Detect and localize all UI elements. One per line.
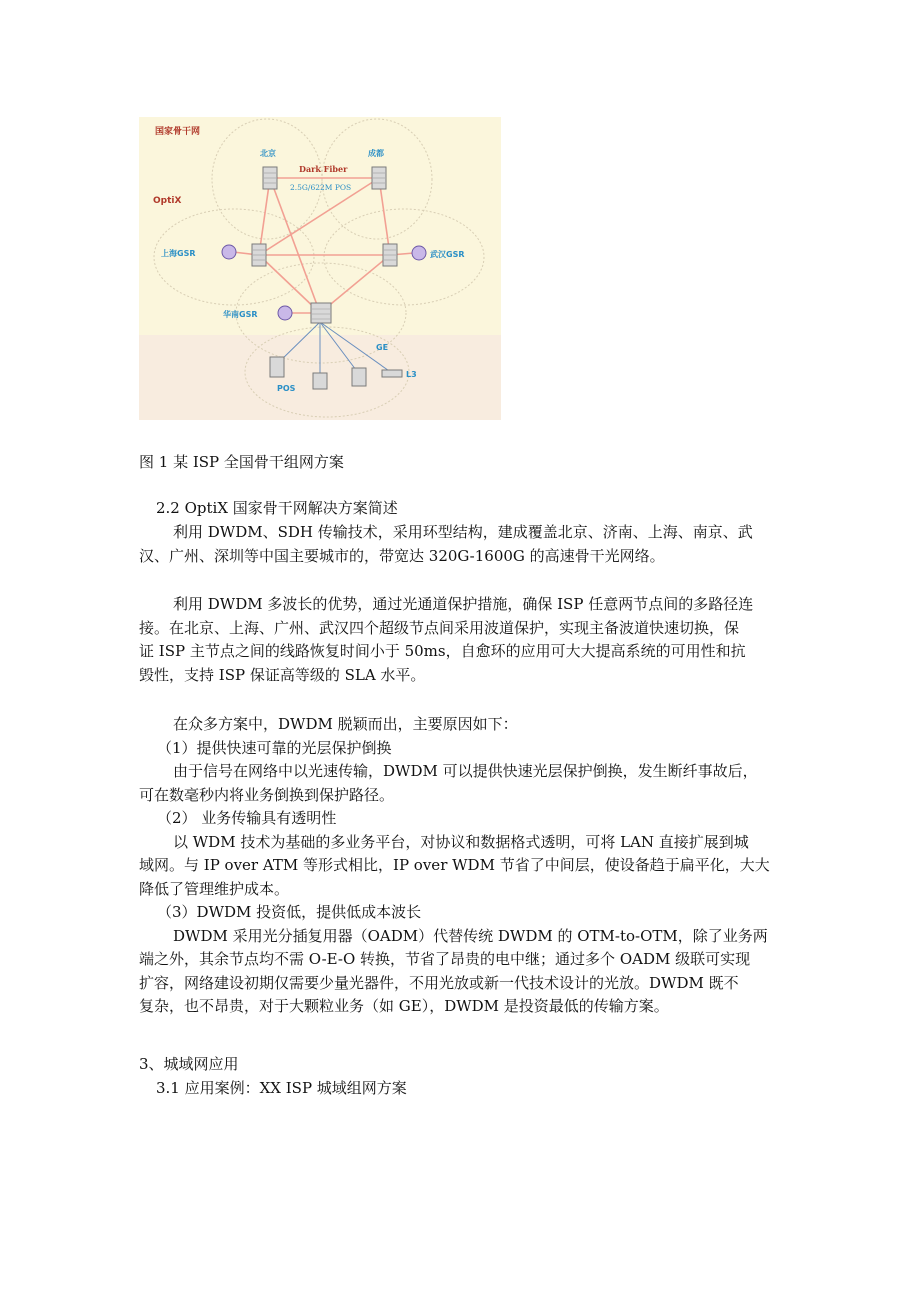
diagram-top-background: [139, 117, 501, 335]
huanan-gsr-label: 华南GSR: [223, 310, 258, 319]
pos-device-1: [270, 357, 284, 377]
reason-2-line: 降低了管理维护成本。: [139, 879, 290, 898]
reason-1-line: 由于信号在网络中以光速传输，DWDM 可以提供快速光层保护倒换，发生断纤事故后，: [173, 762, 758, 780]
reason-3-line: 端之外，其余节点均不需 O-E-O 转换，节省了昂贵的电中继；通过多个 OADM 级联可实现: [139, 950, 751, 968]
paragraph-2-line: 接。在北京、上海、广州、武汉四个超级节点间采用波道保护，实现主备波道快速切换，保: [139, 618, 740, 637]
reason-2-line: 以 WDM 技术为基础的多业务平台，对协议和数据格式透明，可将 LAN 直接扩展到城: [173, 832, 749, 851]
dark-fiber-label: Dark Fiber: [299, 164, 348, 174]
paragraph-1-line: 利用 DWDM、SDH 传输技术，采用环型结构，建成覆盖北京、济南、上海、南京、武: [173, 523, 753, 541]
paragraph-2: [139, 593, 789, 687]
wuhan-gsr-icon: [412, 246, 426, 260]
pos-label: POS: [277, 384, 296, 393]
l3-device: [382, 370, 402, 377]
section-3-1-heading: 3.1 应用案例：XX ISP 城域组网方案: [156, 1079, 407, 1097]
reason-3-line: DWDM 采用光分插复用器（OADM）代替传统 DWDM 的 OTM-to-OTM，除了业务两: [173, 926, 768, 945]
pos-device-2: [313, 373, 327, 389]
paragraph-2-line: 证 ISP 主节点之间的线路恢复时间小于 50ms，自愈环的应用可大大提高系统的可用性和抗: [139, 642, 746, 660]
paragraph-1-line: 汉、广州、深圳等中国主要城市的，带宽达 320G-1600G 的高速骨干光网络。: [139, 546, 665, 565]
link-rate-label: 2.5G/622M POS: [290, 183, 352, 192]
reason-1-title: （1）提供快速可靠的光层保护倒换: [157, 738, 392, 757]
vendor-label: OptiX: [153, 196, 182, 206]
figure-caption: 图 1 某 ISP 全国骨干组网方案: [139, 453, 344, 471]
huanan-router: [311, 303, 331, 323]
paragraph-2-line: 利用 DWDM 多波长的优势，通过光通道保护措施，确保 ISP 任意两节点间的多路径连: [173, 595, 754, 613]
shanghai-gsr-label: 上海GSR: [161, 249, 196, 258]
reason-1-line: 可在数毫秒内将业务倒换到保护路径。: [139, 785, 395, 804]
reasons-block: [139, 713, 789, 1019]
pos-device-3: [352, 368, 366, 386]
reason-2-line: 域网。与 IP over ATM 等形式相比，IP over WDM 节省了中间层，使设备趋于扁平化，大大: [139, 856, 770, 874]
reasons-intro: 在众多方案中，DWDM 脱颖而出，主要原因如下：: [173, 715, 518, 733]
wuhan-gsr-label: 武汉GSR: [430, 250, 465, 259]
ge-label: GE: [376, 343, 389, 352]
reason-3-title: （3）DWDM 投资低，提供低成本波长: [157, 903, 422, 921]
section-3-heading: 3、城域网应用: [139, 1055, 239, 1073]
reason-3-line: 扩容，网络建设初期仅需要少量光器件，不用光放或新一代技术设计的光放。DWDM 既不: [139, 973, 739, 992]
l3-label: L3: [406, 370, 417, 379]
beijing-label: 北京: [260, 149, 276, 158]
section-2-2-heading: 2.2 OptiX 国家骨干网解决方案简述: [156, 499, 398, 517]
backbone-network-diagram: [139, 117, 501, 420]
reason-2-title: （2） 业务传输具有透明性: [157, 809, 337, 827]
paragraph-2-line: 毁性，支持 ISP 保证高等级的 SLA 水平。: [139, 665, 426, 684]
huanan-gsr-icon: [278, 306, 292, 320]
network-title: 国家骨干网: [155, 127, 201, 137]
paragraph-1: [139, 521, 789, 568]
reason-3-line: 复杂，也不昂贵，对于大颗粒业务（如 GE），DWDM 是投资最低的传输方案。: [139, 997, 669, 1015]
chengdu-label: 成都: [368, 149, 384, 158]
shanghai-gsr-icon: [222, 245, 236, 259]
